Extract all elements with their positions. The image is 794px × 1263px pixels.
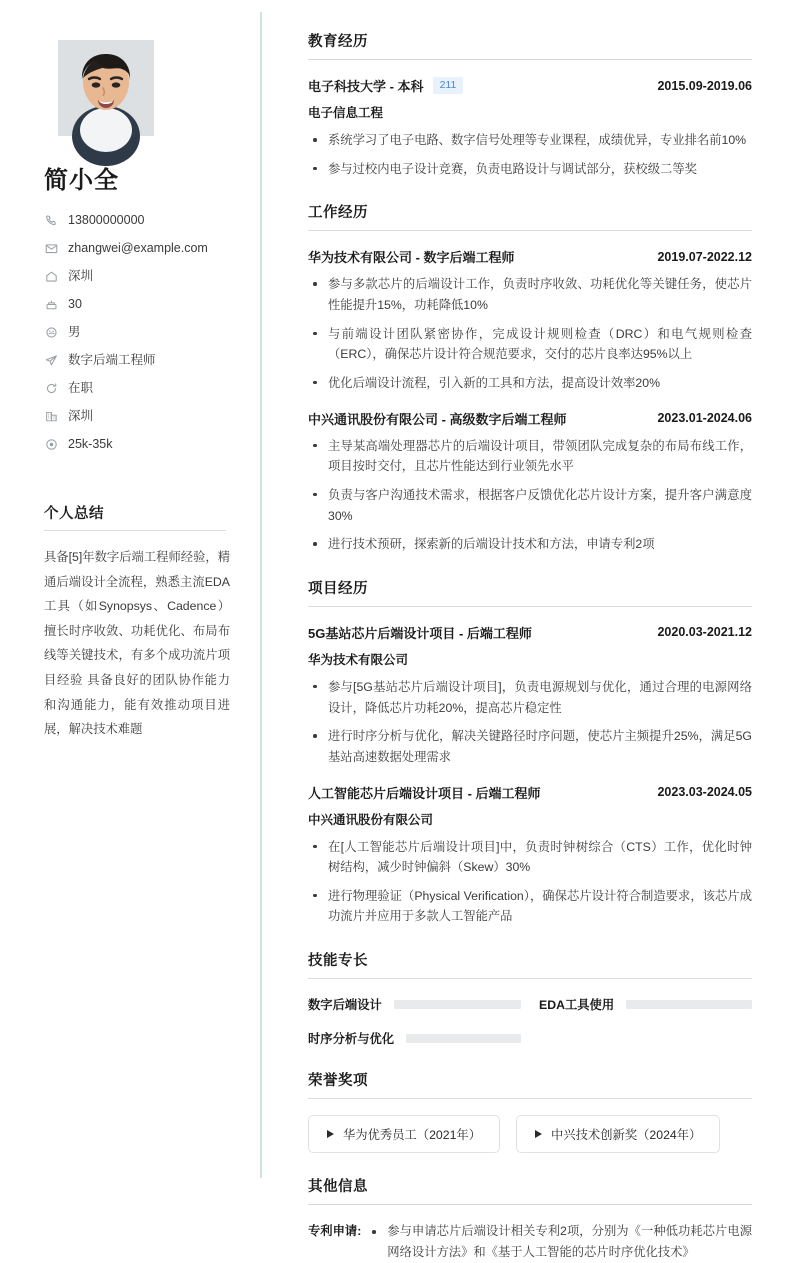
education-section (308, 30, 752, 179)
project-company: 中兴通讯股份有限公司 (308, 812, 434, 827)
summary-section (44, 502, 238, 742)
sidebar (0, 0, 262, 1190)
entry-date: 2023.03-2024.05 (657, 785, 752, 799)
projects-section (308, 577, 752, 927)
contact-value: 25k-35k (68, 437, 113, 451)
list-item: 参与[5G基站芯片后端设计项目]，负责电源规划与优化，通过合理的电源网络设计，降低芯片功耗20%，提高芯片稳定性 (308, 677, 752, 718)
person-name: 简小全 (44, 167, 119, 194)
skill-progress-track (406, 1034, 521, 1043)
education-entry (308, 76, 752, 179)
contact-phone (44, 213, 238, 228)
skills-heading: 技能专长 (308, 949, 752, 979)
projects-heading: 项目经历 (308, 577, 752, 607)
other-label: 专利申请: (308, 1224, 362, 1239)
skills-grid (308, 995, 752, 1047)
person-photo-icon (58, 40, 154, 136)
skill-progress-track (626, 1000, 752, 1009)
avatar-photo (58, 40, 154, 136)
entry-title: 人工智能芯片后端设计项目 - 后端工程师 (308, 785, 541, 801)
entry-header (308, 783, 752, 802)
building-icon (44, 410, 58, 424)
work-heading: 工作经历 (308, 201, 752, 231)
entry-header (308, 247, 752, 266)
awards-list (308, 1115, 752, 1153)
project-company: 华为技术有限公司 (308, 652, 409, 667)
awards-section (308, 1069, 752, 1153)
refresh-icon (44, 382, 58, 396)
award-chip[interactable] (516, 1115, 720, 1153)
skill-progress-track (394, 1000, 521, 1009)
phone-icon (44, 214, 58, 228)
list-item: 进行时序分析与优化，解决关键路径时序问题，使芯片主频提升25%，满足5G基站高速数据处理需求 (308, 726, 752, 767)
contact-status (44, 381, 238, 396)
contact-work-city (44, 409, 238, 424)
triangle-right-icon (535, 1130, 542, 1138)
list-item: 参与过校内电子设计竞赛，负责电路设计与调试部分，获校级二等奖 (308, 159, 752, 180)
entry-title: 中兴通讯股份有限公司 - 高级数字后端工程师 (308, 411, 567, 427)
list-item: 负责与客户沟通技术需求，根据客户反馈优化芯片设计方案，提升客户满意度30% (308, 485, 752, 526)
list-item: 进行技术预研，探索新的后端设计技术和方法，申请专利2项 (308, 534, 752, 555)
entry-header (308, 76, 752, 95)
contact-list (44, 213, 238, 452)
work-bullets (308, 274, 752, 393)
summary-heading: 个人总结 (44, 502, 226, 531)
work-entry (308, 409, 752, 555)
other-section (308, 1175, 752, 1263)
triangle-right-icon (327, 1130, 334, 1138)
main-content (262, 0, 794, 1260)
contact-age (44, 297, 238, 312)
work-entry (308, 247, 752, 393)
contact-value: 30 (68, 297, 82, 311)
project-entry (308, 623, 752, 768)
contact-value: 在职 (68, 381, 94, 395)
work-section (308, 201, 752, 555)
entry-date: 2015.09-2019.06 (657, 78, 752, 93)
contact-value: zhangwei@example.com (68, 241, 208, 255)
contact-value: 男 (68, 325, 81, 339)
skill-label: 数字后端设计 (308, 998, 382, 1013)
entry-header (308, 623, 752, 642)
skill-label: EDA工具使用 (539, 998, 615, 1013)
entry-title: 华为技术有限公司 - 数字后端工程师 (308, 250, 515, 266)
contact-value: 深圳 (68, 409, 94, 423)
list-item: 系统学习了电子电路、数字信号处理等专业课程，成绩优异，专业排名前10% (308, 130, 752, 151)
summary-text: 具备[5]年数字后端工程师经验，精通后端设计全流程，熟悉主流EDA工具（如Synopsys、Cadence）擅长时序收敛、功耗优化、布局布线等关键技术，有多个成功流片项目经验 具备良好的团队协作能力和沟通能力，能有效推动项目进展，解决技术难题 (44, 550, 230, 737)
entry-header (308, 409, 752, 428)
school-name: 电子科技大学 - 本科 (308, 79, 424, 94)
award-label: 中兴技术创新奖（2024年） (551, 1128, 702, 1143)
skill-item (308, 995, 521, 1013)
envelope-icon (44, 242, 58, 256)
skills-section (308, 949, 752, 1047)
home-icon (44, 270, 58, 284)
contact-gender (44, 325, 238, 340)
list-item: 与前端设计团队紧密协作，完成设计规则检查（DRC）和电气规则检查（ERC），确保芯片设计符合规范要求，交付的芯片良率达95%以上 (308, 324, 752, 365)
paper-plane-icon (44, 354, 58, 368)
contact-city (44, 269, 238, 284)
contact-value: 13800000000 (68, 213, 145, 227)
gender-icon (44, 326, 58, 340)
contact-salary (44, 437, 238, 452)
list-item: 在[人工智能芯片后端设计项目]中，负责时钟树综合（CTS）工作，优化时钟树结构，减少时钟偏斜（Skew）30% (308, 837, 752, 878)
entry-date: 2020.03-2021.12 (657, 625, 752, 640)
contact-job-title (44, 353, 238, 368)
project-entry (308, 783, 752, 928)
list-item: 主导某高端处理器芯片的后端设计项目，带领团队完成复杂的布局布线工作，项目按时交付，且芯片性能达到行业领先水平 (308, 436, 752, 477)
education-bullets (308, 130, 752, 179)
list-item: 参与多款芯片的后端设计工作，负责时序收敛、功耗优化等关键任务，使芯片性能提升15%，功耗降低10% (308, 274, 752, 315)
project-bullets (308, 677, 752, 768)
other-heading: 其他信息 (308, 1175, 752, 1205)
target-icon (44, 438, 58, 452)
entry-title (308, 76, 463, 95)
major-name: 电子信息工程 (308, 106, 384, 120)
work-bullets (308, 436, 752, 555)
status-badge: 211 (433, 77, 464, 94)
list-item: 优化后端设计流程，引入新的工具和方法，提高设计效率20% (308, 373, 752, 394)
entry-date: 2019.07-2022.12 (657, 249, 752, 264)
project-bullets (308, 837, 752, 928)
cake-icon (44, 298, 58, 312)
entry-date: 2023.01-2024.06 (657, 411, 752, 426)
contact-value: 深圳 (68, 269, 94, 283)
other-items (367, 1221, 752, 1263)
entry-title: 5G基站芯片后端设计项目 - 后端工程师 (308, 625, 532, 641)
avatar (58, 40, 154, 136)
skill-label: 时序分析与优化 (308, 1032, 395, 1047)
education-heading: 教育经历 (308, 30, 752, 60)
award-chip[interactable] (308, 1115, 500, 1153)
other-row (308, 1221, 752, 1263)
awards-heading: 荣誉奖项 (308, 1069, 752, 1099)
list-item: 参与申请芯片后端设计相关专利2项，分别为《一种低功耗芯片电源网络设计方法》和《基于人工智能的芯片时序优化技术》 (367, 1221, 752, 1263)
award-label: 华为优秀员工（2021年） (343, 1128, 482, 1143)
list-item: 进行物理验证（Physical Verification），确保芯片设计符合制造要求，该芯片成功流片并应用于多款人工智能产品 (308, 886, 752, 927)
skills-grid-spacer (539, 1029, 752, 1047)
skill-item (539, 995, 752, 1013)
skill-item (308, 1029, 521, 1047)
contact-value: 数字后端工程师 (68, 353, 156, 367)
contact-email (44, 241, 238, 256)
